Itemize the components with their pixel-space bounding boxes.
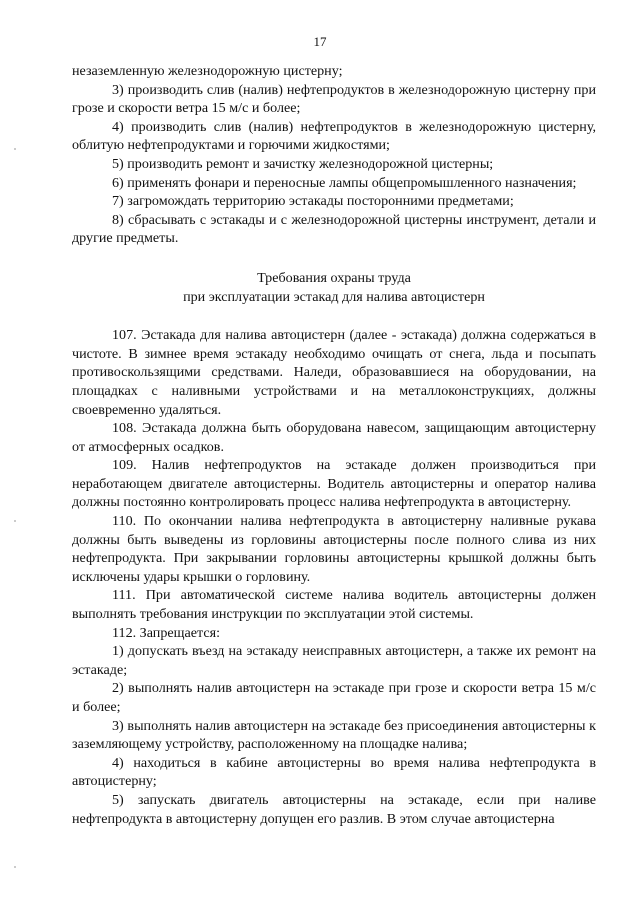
scan-mark	[14, 520, 16, 522]
scan-mark	[14, 866, 16, 868]
paragraph: 111. При автоматической системе налива водитель автоцистерны должен выполнять требования инструкции по эксплуатации этой системы.	[72, 587, 596, 623]
section-heading	[72, 269, 596, 306]
document-body	[72, 62, 596, 828]
page-number: 17	[313, 34, 327, 49]
paragraph: 6) применять фонари и переносные лампы общепромышленного назначения;	[112, 174, 577, 191]
list-continuation	[72, 62, 596, 248]
paragraph: 1) допускать въезд на эстакаду неисправных автоцистерн, а также их ремонт на эстакаде;	[72, 643, 596, 678]
paragraph: 107. Эстакада для налива автоцистерн (далее - эстакада) должна содержаться в чистоте. В зимнее время эстакаду необходимо очищать от снега, льда и посыпать противоскользящими средствами. Наледи, образовавшиеся на оборудовании, на площадках с наливными устройствами и на металлоконструкциях, должны своевременно удаляться.	[72, 327, 596, 418]
paragraph: 8) сбрасывать с эстакады и с железнодорожной цистерны инструмент, детали и другие предметы.	[72, 211, 596, 247]
paragraph: 4) находиться в кабине автоцистерны во время налива нефтепродукта в автоцистерну;	[72, 754, 596, 790]
paragraph: 7) загромождать территорию эстакады посторонними предметами;	[112, 193, 514, 210]
paragraph: 109. Налив нефтепродуктов на эстакаде должен производиться при неработающем двигателе автоцистерны. Водитель автоцистерны и оператор налива должны постоянно контролировать процесс налива нефтепродукта в автоцистерну.	[72, 457, 596, 511]
scan-mark	[14, 148, 16, 150]
paragraph: 3) выполнять налив автоцистерн на эстакаде без присоединения автоцистерны к заземляющему устройству, расположенному на площадке налива;	[72, 717, 596, 753]
section-heading-line: при эксплуатации эстакад для налива автоцистерн	[183, 288, 485, 305]
paragraph: 3) производить слив (налив) нефтепродуктов в железнодорожную цистерну при грозе и скорости ветра 15 м/с и более;	[72, 81, 596, 117]
paragraph: 112. Запрещается:	[112, 624, 220, 641]
paragraph: 4) производить слив (налив) нефтепродуктов в железнодорожную цистерну, облитую нефтепродуктами и горючими жидкостями;	[72, 118, 596, 154]
paragraph: 5) запускать двигатель автоцистерны на эстакаде, если при наливе нефтепродукта в автоцистерну допущен его разлив. В этом случае автоцистерна	[72, 791, 596, 827]
paragraph: незаземленную железнодорожную цистерну;	[72, 63, 343, 79]
paragraph: 108. Эстакада должна быть оборудована навесом, защищающим автоцистерну от атмосферных осадков.	[72, 420, 596, 455]
section-heading-line: Требования охраны труда	[257, 269, 411, 286]
paragraph: 5) производить ремонт и зачистку железнодорожной цистерны;	[112, 155, 494, 172]
paragraph: 2) выполнять налив автоцистерн на эстакаде при грозе и скорости ветра 15 м/с и более;	[72, 680, 596, 715]
paragraph: 110. По окончании налива нефтепродукта в автоцистерну наливные рукава должны быть выведены из горловины автоцистерны после полного слива из них нефтепродукта. При закрывании горловины автоцистерны крышкой должны быть исключены удары крышки о горловину.	[72, 513, 596, 585]
section-body	[72, 326, 596, 828]
